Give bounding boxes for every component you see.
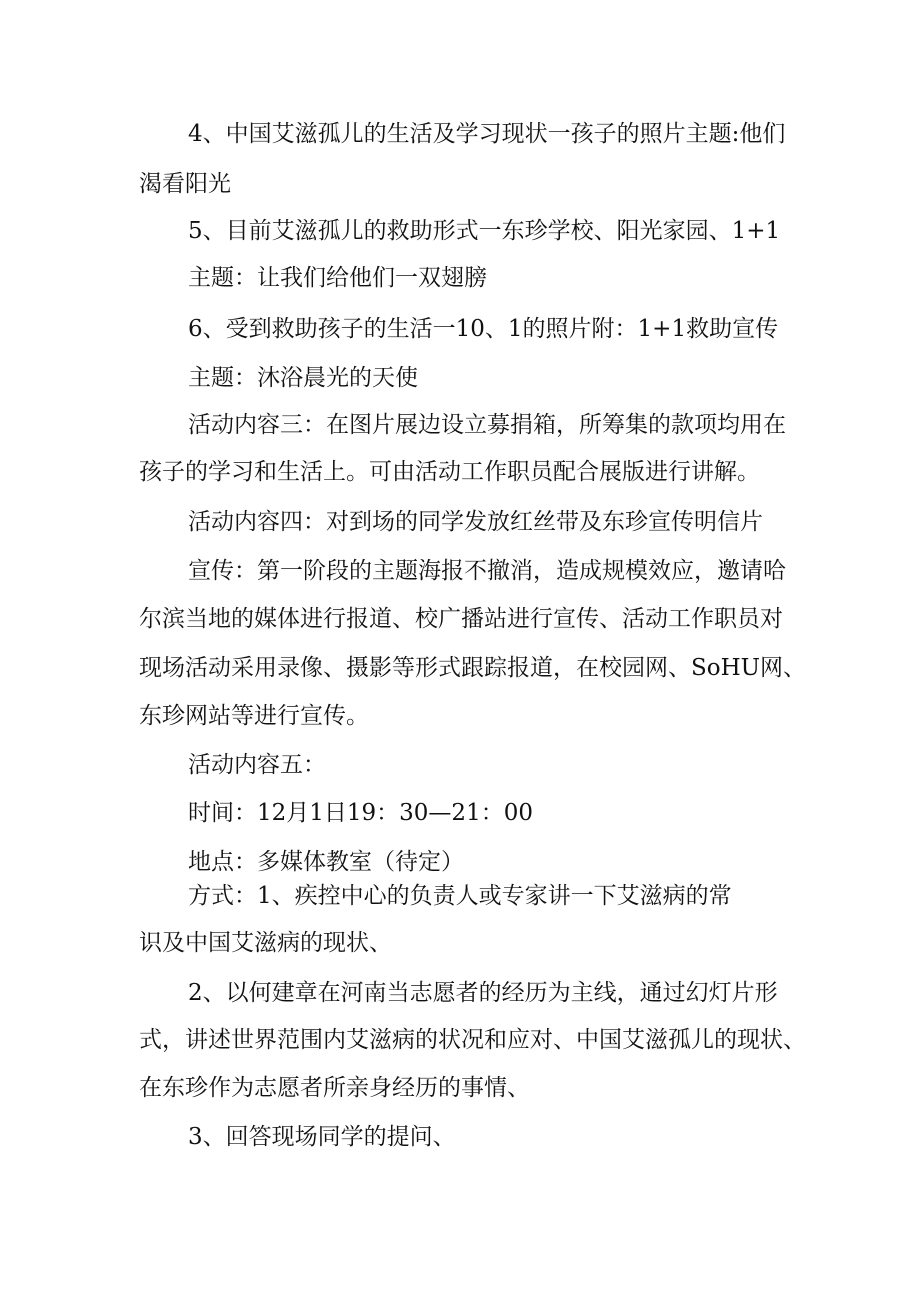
text-line: 5、目前艾滋孤儿的救助形式一东珍学校、阳光家园、1+1 xyxy=(188,218,781,244)
text-line: 6、受到救助孩子的生活一10、1的照片附：1+1救助宣传 xyxy=(188,316,779,342)
text-line: 地点：多媒体教室（待定） xyxy=(188,849,464,875)
text-line: 主题：让我们给他们一双翅膀 xyxy=(188,265,487,291)
text-line: 东珍网站等进行宣传。 xyxy=(139,703,369,729)
text-line: 3、回答现场同学的提问、 xyxy=(188,1124,456,1150)
text-line: 式，讲述世界范围内艾滋病的状况和应对、中国艾滋孤儿的现状、 xyxy=(139,1027,806,1053)
text-line: 4、中国艾滋孤儿的生活及学习现状一孩子的照片主题:他们 xyxy=(188,121,786,147)
text-line: 识及中国艾滋病的现状、 xyxy=(139,930,392,956)
text-line: 活动内容三：在图片展边设立募捐箱，所筹集的款项均用在 xyxy=(188,412,786,438)
text-line: 主题：沐浴晨光的天使 xyxy=(188,365,418,391)
text-line: 活动内容五： xyxy=(188,752,326,778)
text-line: 渴看阳光 xyxy=(139,171,231,197)
text-line: 宣传：第一阶段的主题海报不撤消，造成规模效应，邀请哈 xyxy=(188,558,786,584)
text-line: 在东珍作为志愿者所亲身经历的事情、 xyxy=(139,1075,530,1101)
text-line: 时间：12月1日19：30—21：00 xyxy=(188,800,533,826)
text-line: 活动内容四：对到场的同学发放红丝带及东珍宣传明信片 xyxy=(188,509,763,535)
text-line: 孩子的学习和生活上。可由活动工作职员配合展版进行讲解。 xyxy=(139,459,760,485)
text-line: 尔滨当地的媒体进行报道、校广播站进行宣传、活动工作职员对 xyxy=(139,606,783,632)
text-line: 2、以何建章在河南当志愿者的经历为主线，通过幻灯片形 xyxy=(188,980,778,1006)
text-line: 现场活动采用录像、摄影等形式跟踪报道，在校园网、SoHU网、 xyxy=(139,655,807,681)
text-line: 方式：1、疾控中心的负责人或专家讲一下艾滋病的常 xyxy=(188,883,732,909)
